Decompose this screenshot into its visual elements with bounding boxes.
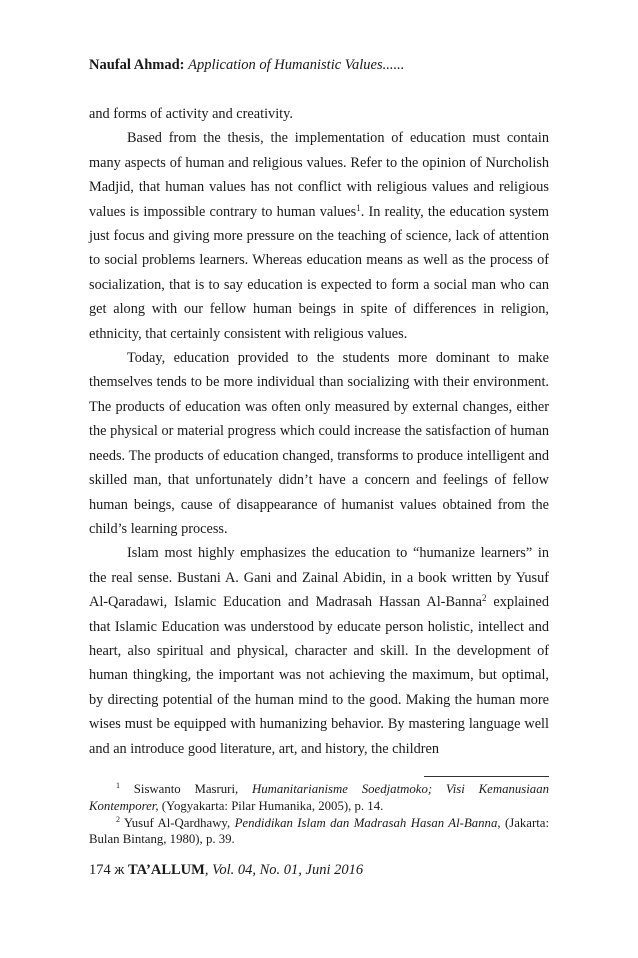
footnote-title: Humanitarianisme Soedjatmoko; Visi Kemanusiaan Kontemporer,: [89, 782, 549, 813]
header-author: Naufal Ahmad:: [89, 57, 185, 73]
footnote-number: 2: [116, 814, 120, 824]
footnote-number: 1: [116, 781, 120, 790]
paragraph-text: explained that Islamic Education was understood by educate person holistic, intellect and heart, also spiritual and physical, character and skill. In the development of human thingking, the important was not achieving the maximum, but optimal, by directing potential of the human mind to the good. Making the human more wises must be equipped with humanizing behavior. By mastering language well and an introduce good literature, art, and history, the children: [89, 594, 549, 757]
paragraph-text: Based from the thesis, the implementation of education must contain many aspects of human and religious values. Refer to the opinion of Nurcholish Madjid, that human values has not conflict with religious values and religious values is impossible contrary to human values: [89, 130, 549, 220]
footnote-ref: 1: [356, 202, 361, 213]
paragraph: [89, 541, 549, 761]
footnote-publication: , (Jakarta: Bulan Bintang, 1980), p. 39.: [89, 815, 550, 847]
paragraph-continued: and forms of activity and creativity.: [89, 106, 293, 122]
footnote-2: [89, 815, 549, 849]
paragraph-text: Islam most highly emphasizes the education to “humanize learners” in the real sense. Bustani A. Gani and Zainal Abidin, in a book written by Yusuf Al-Qaradawi, Islamic Education and Madrasah Hassan Al-Banna: [89, 545, 549, 611]
footnote-1: [89, 781, 549, 815]
footer-separator: ж: [110, 862, 129, 878]
paragraph: [89, 126, 549, 346]
paragraph-text: . In reality, the education system just focus and giving more pressure on the teaching of science, lack of attention to social problems learners. Whereas education means as well as the process of socialization, that is to say education is expected to form a social man who can get along with our fellow human beings in spite of differences in religion, ethnicity, that certainly consistent with religious values.: [89, 203, 549, 342]
footnote-author: Siswanto Masruri,: [120, 782, 252, 796]
running-header: [89, 57, 404, 74]
body-text: [89, 102, 549, 761]
footnote-divider: [424, 776, 549, 777]
footnotes: [89, 781, 549, 848]
journal-issue: , Vol. 04, No. 01, Juni 2016: [204, 862, 364, 878]
paragraph: Today, education provided to the students more dominant to make themselves tends to be more individual than socializing with their environment. The products of education was often only measured by external changes, either the physical or material progress which could increase the satisfaction of human needs. The products of education changed, transforms to produce intelligent and skilled man, that unfortunately didn’t have a concern and feelings of fellow human beings, cause of disappearance of humanist values obtained from the child’s learning process.: [89, 350, 549, 537]
footnote-title: Pendidikan Islam dan Madrasah Hasan Al-Banna: [234, 815, 498, 830]
footnote-author: Yusuf Al-Qardhawy,: [120, 815, 235, 830]
footnote-ref: 2: [481, 593, 487, 604]
running-footer: [89, 862, 363, 879]
footnote-publication: (Yogyakarta: Pilar Humanika, 2005), p. 14.: [158, 798, 384, 813]
journal-name: TA’ALLUM: [128, 862, 205, 878]
page-number: 174: [89, 862, 111, 878]
header-title: Application of Humanistic Values......: [188, 57, 405, 73]
